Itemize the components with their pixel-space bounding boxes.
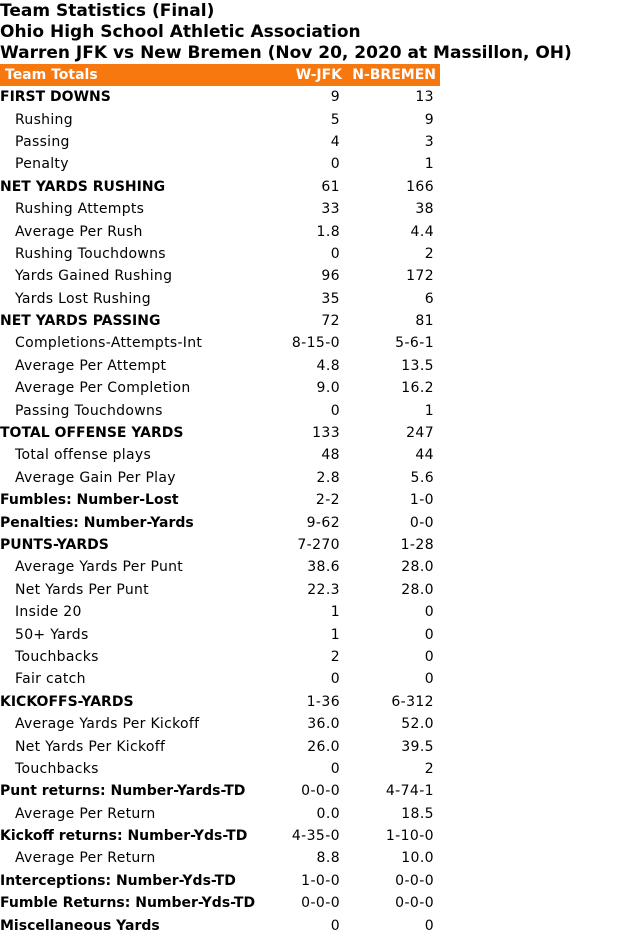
stat-label: Fumbles: Number-Lost [0, 492, 179, 509]
wjfk-value: 5 [330, 111, 340, 128]
nbremen-value: 1 [424, 402, 434, 419]
wjfk-value: 9-62 [306, 514, 340, 531]
stat-detail-row [0, 847, 440, 869]
wjfk-value: 1.8 [316, 223, 340, 240]
nbremen-value: 0-0-0 [395, 895, 434, 912]
header-team-wjfk: W-JFK [276, 64, 344, 86]
nbremen-value: 0-0-0 [395, 872, 434, 889]
stat-category-row [0, 310, 440, 332]
stat-category-row [0, 825, 440, 847]
stat-detail-row [0, 579, 440, 601]
nbremen-value: 166 [406, 178, 434, 195]
stat-label: TOTAL OFFENSE YARDS [0, 425, 184, 442]
wjfk-value: 4.8 [316, 357, 340, 374]
nbremen-value: 28.0 [401, 581, 434, 598]
table-header-row [0, 64, 440, 86]
stat-detail-row [0, 377, 440, 399]
stat-category-row [0, 176, 440, 198]
nbremen-value: 3 [424, 133, 434, 150]
stat-label: Kickoff returns: Number-Yds-TD [0, 828, 248, 845]
stat-category-row [0, 870, 440, 892]
wjfk-value: 1-36 [306, 693, 340, 710]
stat-category-row [0, 892, 440, 914]
wjfk-value: 1 [330, 626, 340, 643]
nbremen-value: 39.5 [401, 738, 434, 755]
stat-label: Average Per Rush [15, 223, 143, 240]
stat-label: PUNTS-YARDS [0, 537, 109, 553]
nbremen-value: 44 [415, 447, 434, 464]
stat-detail-row [0, 713, 440, 735]
stat-detail-row [0, 803, 440, 825]
nbremen-value: 38 [415, 201, 434, 218]
stat-detail-row [0, 288, 440, 310]
wjfk-value: 1 [330, 604, 340, 621]
wjfk-value: 33 [321, 201, 340, 218]
stat-detail-row [0, 623, 440, 645]
nbremen-value: 13 [415, 89, 434, 106]
wjfk-value: 8-15-0 [291, 335, 340, 352]
wjfk-value: 0-0-0 [301, 895, 340, 912]
nbremen-value: 2 [424, 760, 434, 777]
stat-label: Miscellaneous Yards [0, 917, 160, 934]
stat-label: Fumble Returns: Number-Yds-TD [0, 895, 256, 912]
stats-body [0, 86, 440, 937]
stat-category-row [0, 691, 440, 713]
wjfk-value: 0 [330, 671, 340, 688]
stat-category-row [0, 511, 440, 533]
stat-category-row [0, 780, 440, 802]
nbremen-value: 0 [424, 917, 434, 934]
stat-label: Touchbacks [15, 648, 99, 665]
stat-detail-row [0, 399, 440, 421]
nbremen-value: 10.0 [401, 850, 434, 867]
nbremen-value: 1-28 [400, 537, 434, 553]
nbremen-value: 52.0 [401, 716, 434, 733]
stat-detail-row [0, 355, 440, 377]
stat-detail-row [0, 108, 440, 130]
association-name: Ohio High School Athletic Association [0, 22, 361, 42]
stat-detail-row [0, 265, 440, 287]
stat-detail-row [0, 601, 440, 623]
nbremen-value: 1-10-0 [385, 828, 434, 845]
wjfk-value: 96 [321, 268, 340, 285]
wjfk-value: 1-0-0 [301, 872, 340, 889]
wjfk-value: 0 [330, 156, 340, 173]
stat-category-row [0, 422, 440, 444]
header-team-totals: Team Totals [0, 64, 276, 86]
wjfk-value: 7-270 [297, 537, 340, 553]
nbremen-value: 13.5 [401, 357, 434, 374]
stat-detail-row [0, 220, 440, 242]
nbremen-value: 0 [424, 648, 434, 665]
stat-detail-row [0, 758, 440, 780]
game-matchup: Warren JFK vs New Bremen (Nov 20, 2020 at Massillon, OH) [0, 43, 572, 63]
stat-label: Rushing Touchdowns [15, 245, 166, 262]
nbremen-value: 4-74-1 [385, 783, 434, 800]
stat-category-row [0, 914, 440, 936]
nbremen-value: 247 [406, 425, 434, 442]
stat-label: Yards Gained Rushing [15, 268, 173, 285]
wjfk-value: 9.0 [316, 380, 340, 397]
wjfk-value: 0-0-0 [301, 783, 340, 800]
stat-label: Punt returns: Number-Yards-TD [0, 783, 246, 800]
stat-detail-row [0, 467, 440, 489]
nbremen-value: 1 [424, 156, 434, 173]
stat-label: Touchbacks [15, 760, 99, 777]
stat-label: Passing [15, 133, 70, 150]
wjfk-value: 2-2 [315, 492, 340, 509]
nbremen-value: 28.0 [401, 559, 434, 576]
wjfk-value: 2.8 [316, 469, 340, 486]
wjfk-value: 72 [321, 313, 340, 330]
nbremen-value: 81 [415, 313, 434, 330]
nbremen-value: 172 [406, 268, 434, 285]
wjfk-value: 9 [330, 89, 340, 106]
stat-label: Average Per Return [15, 805, 156, 822]
stat-label: Net Yards Per Kickoff [15, 738, 166, 755]
nbremen-value: 0 [424, 671, 434, 688]
nbremen-value: 0-0 [409, 514, 434, 531]
wjfk-value: 0 [330, 760, 340, 777]
stat-label: Penalty [15, 156, 69, 173]
stat-detail-row [0, 131, 440, 153]
stat-label: NET YARDS RUSHING [0, 178, 166, 195]
nbremen-value: 4.4 [410, 223, 434, 240]
wjfk-value: 133 [312, 425, 340, 442]
stat-detail-row [0, 243, 440, 265]
stat-label: Average Gain Per Play [15, 469, 176, 486]
stat-label: Average Per Attempt [15, 357, 167, 374]
wjfk-value: 26.0 [307, 738, 340, 755]
header-team-nbremen: N-BREMEN [344, 64, 440, 86]
stat-label: Average Per Completion [15, 380, 191, 397]
stat-label: Fair catch [15, 671, 86, 688]
stat-label: 50+ Yards [15, 626, 89, 643]
stat-label: Passing Touchdowns [15, 402, 163, 419]
stat-label: Total offense plays [15, 447, 152, 464]
wjfk-value: 0 [330, 402, 340, 419]
stat-label: Average Yards Per Punt [15, 559, 184, 576]
stat-label: Completions-Attempts-Int [15, 335, 203, 352]
stat-category-row [0, 489, 440, 511]
stat-label: Rushing [15, 111, 73, 128]
team-stats-table [0, 64, 440, 937]
nbremen-value: 2 [424, 245, 434, 262]
wjfk-value: 38.6 [307, 559, 340, 576]
wjfk-value: 2 [330, 648, 340, 665]
wjfk-value: 22.3 [307, 581, 340, 598]
report-title: Team Statistics (Final) [0, 1, 215, 21]
stat-label: Average Per Return [15, 850, 156, 867]
wjfk-value: 48 [321, 447, 340, 464]
stat-detail-row [0, 735, 440, 757]
stat-label: Average Yards Per Kickoff [15, 716, 200, 733]
stat-detail-row [0, 646, 440, 668]
nbremen-value: 0 [424, 626, 434, 643]
nbremen-value: 6-312 [391, 693, 434, 710]
nbremen-value: 5.6 [410, 469, 434, 486]
wjfk-value: 0 [330, 245, 340, 262]
stat-category-row [0, 534, 440, 556]
stat-label: Rushing Attempts [15, 201, 145, 218]
nbremen-value: 18.5 [401, 805, 434, 822]
wjfk-value: 4-35-0 [291, 828, 340, 845]
stat-label: Net Yards Per Punt [15, 581, 149, 598]
stat-label: NET YARDS PASSING [0, 313, 161, 330]
stat-detail-row [0, 556, 440, 578]
nbremen-value: 9 [424, 111, 434, 128]
stat-detail-row [0, 668, 440, 690]
nbremen-value: 6 [424, 290, 434, 307]
stat-detail-row [0, 198, 440, 220]
wjfk-value: 36.0 [307, 716, 340, 733]
stat-label: KICKOFFS-YARDS [0, 693, 134, 710]
wjfk-value: 35 [321, 290, 340, 307]
wjfk-value: 61 [321, 178, 340, 195]
nbremen-value: 5-6-1 [395, 335, 434, 352]
nbremen-value: 1-0 [409, 492, 434, 509]
stat-label: Yards Lost Rushing [15, 290, 151, 307]
nbremen-value: 16.2 [401, 380, 434, 397]
wjfk-value: 0 [330, 917, 340, 934]
stat-detail-row [0, 153, 440, 175]
wjfk-value: 8.8 [316, 850, 340, 867]
stat-label: Inside 20 [15, 604, 82, 621]
stat-label: Interceptions: Number-Yds-TD [0, 872, 236, 889]
stat-detail-row [0, 444, 440, 466]
stat-detail-row [0, 332, 440, 354]
stat-category-row [0, 86, 440, 108]
stat-label: Penalties: Number-Yards [0, 514, 194, 531]
wjfk-value: 4 [330, 133, 340, 150]
nbremen-value: 0 [424, 604, 434, 621]
stat-label: FIRST DOWNS [0, 89, 111, 106]
wjfk-value: 0.0 [316, 805, 340, 822]
